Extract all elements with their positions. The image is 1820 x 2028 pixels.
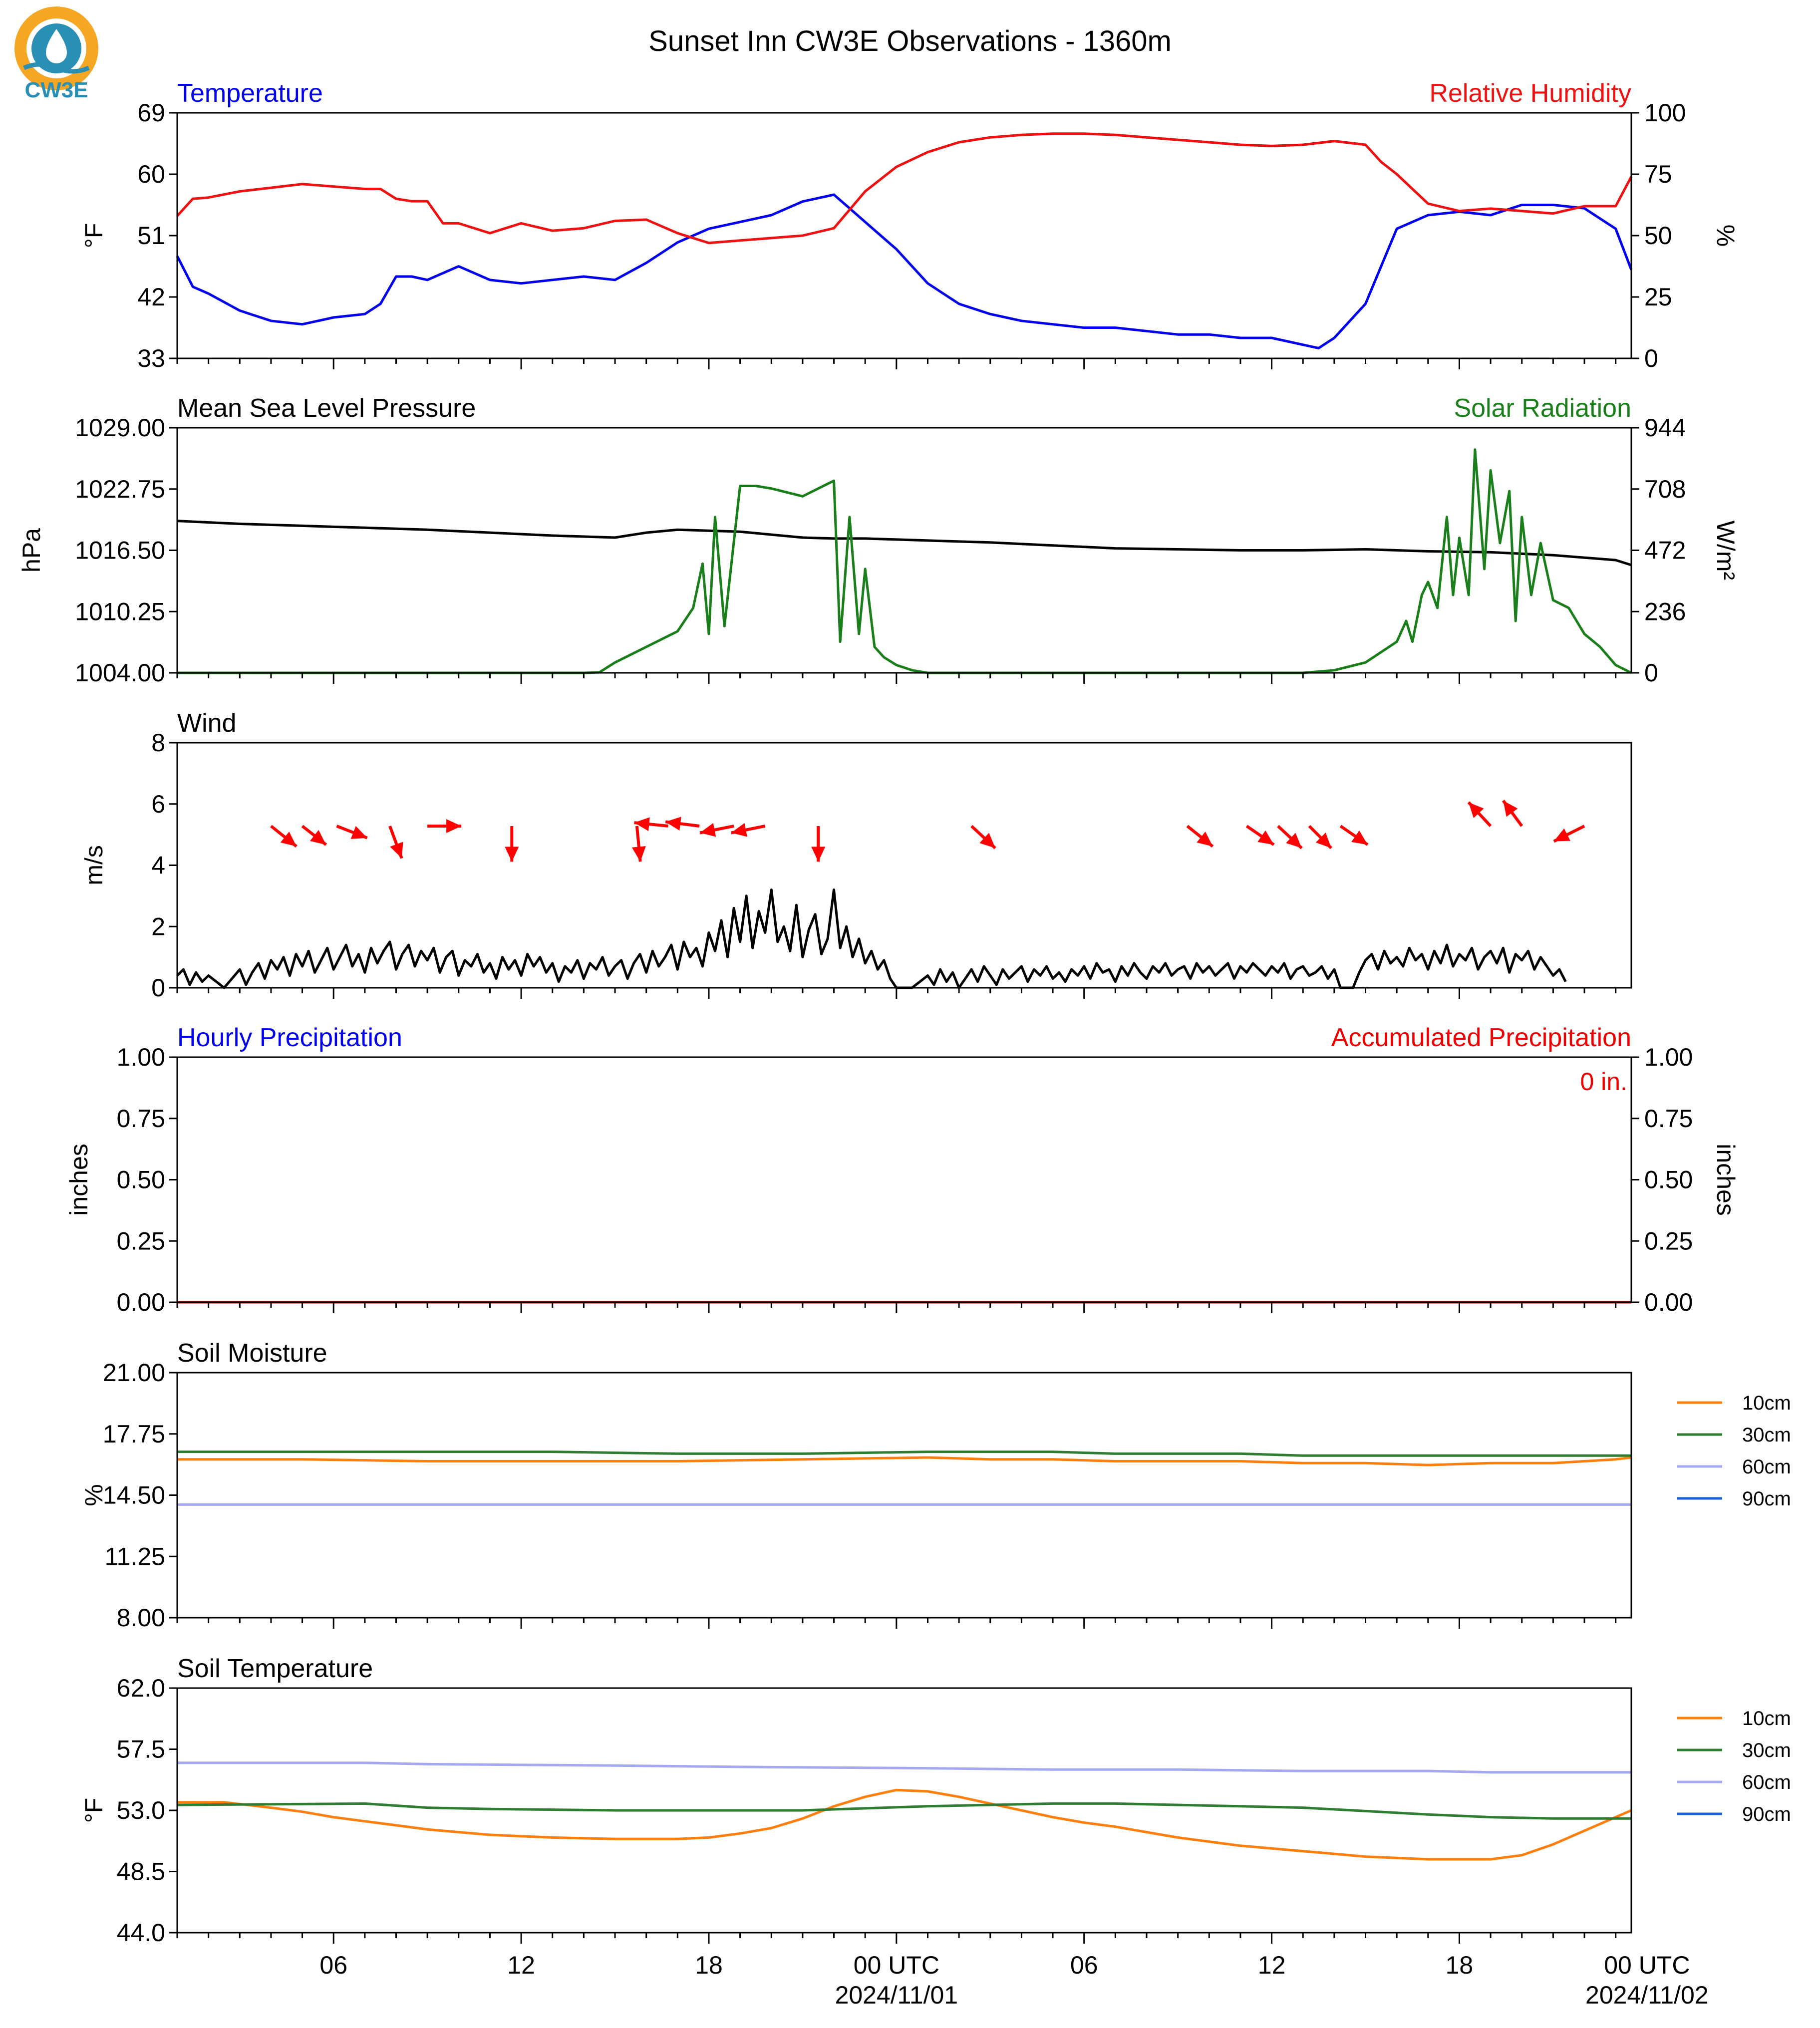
y-right-tick-label: 472 <box>1644 536 1686 565</box>
panel-title-left: Soil Moisture <box>177 1339 327 1368</box>
y-tick-label: 1022.75 <box>75 475 165 503</box>
y-right-tick-label: 1.00 <box>1644 1043 1693 1071</box>
y-tick-label: 0 <box>151 974 165 1002</box>
y-tick-label: 57.5 <box>116 1735 165 1763</box>
y-tick-label: 62.0 <box>116 1674 165 1702</box>
legend-label: 10cm <box>1742 1708 1791 1730</box>
y-tick-label: 11.25 <box>104 1542 165 1571</box>
legend-label: 30cm <box>1742 1739 1791 1761</box>
y-right-axis-label: % <box>1712 224 1740 247</box>
x-tick-label: 06 <box>1070 1951 1098 1979</box>
panel-title-left: Hourly Precipitation <box>177 1023 402 1052</box>
y-tick-label: 53.0 <box>116 1796 165 1824</box>
y-tick-label: 0.50 <box>116 1165 165 1194</box>
y-tick-label: 33 <box>137 344 165 372</box>
x-tick-label: 00 UTC <box>1604 1951 1690 1979</box>
x-tick-label: 18 <box>1445 1951 1474 1979</box>
y-right-tick-label: 0.75 <box>1644 1104 1693 1133</box>
y-right-tick-label: 0 <box>1644 344 1658 372</box>
y-tick-label: 60 <box>137 160 165 188</box>
y-right-tick-label: 25 <box>1644 283 1672 311</box>
x-tick-label: 00 UTC <box>853 1951 939 1979</box>
y-tick-label: 8.00 <box>116 1604 165 1632</box>
y-axis-label: hPa <box>17 528 45 573</box>
y-right-axis-label: W/m² <box>1712 520 1740 580</box>
y-tick-label: 8 <box>151 729 165 757</box>
y-axis-label: °F <box>80 1797 108 1823</box>
y-right-tick-label: 236 <box>1644 597 1686 626</box>
accumulated-precip-annotation: 0 in. <box>1580 1068 1627 1096</box>
legend-label: 60cm <box>1742 1771 1791 1793</box>
y-right-axis-label: inches <box>1712 1144 1740 1216</box>
y-tick-label: 51 <box>137 222 165 250</box>
y-axis-label: °F <box>80 223 108 249</box>
y-right-tick-label: 0.00 <box>1644 1288 1693 1316</box>
y-right-tick-label: 0.25 <box>1644 1227 1693 1255</box>
y-tick-label: 48.5 <box>116 1857 165 1886</box>
y-tick-label: 44.0 <box>116 1919 165 1947</box>
y-tick-label: 42 <box>137 283 165 311</box>
y-tick-label: 0.00 <box>116 1288 165 1316</box>
y-axis-label: % <box>80 1484 108 1506</box>
y-right-tick-label: 100 <box>1644 99 1686 127</box>
y-tick-label: 21.00 <box>102 1359 165 1387</box>
x-tick-date-label: 2024/11/01 <box>835 1981 958 2009</box>
x-tick-label: 18 <box>695 1951 723 1979</box>
y-right-tick-label: 944 <box>1644 414 1686 442</box>
panel-title-left: Wind <box>177 709 237 738</box>
legend-label: 90cm <box>1742 1488 1791 1510</box>
legend-label: 30cm <box>1742 1424 1791 1446</box>
y-right-tick-label: 0 <box>1644 659 1658 687</box>
x-tick-label: 06 <box>319 1951 348 1979</box>
y-tick-label: 4 <box>151 851 165 879</box>
panel-title-right: Solar Radiation <box>1454 394 1631 423</box>
y-tick-label: 1.00 <box>116 1043 165 1071</box>
x-tick-label: 12 <box>507 1951 535 1979</box>
y-axis-label: inches <box>65 1144 93 1216</box>
y-right-tick-label: 50 <box>1644 222 1672 250</box>
legend-label: 90cm <box>1742 1803 1791 1825</box>
y-tick-label: 17.75 <box>102 1420 165 1448</box>
y-tick-label: 0.25 <box>116 1227 165 1255</box>
panel-title-left: Mean Sea Level Pressure <box>177 394 476 423</box>
y-right-tick-label: 708 <box>1644 475 1686 503</box>
x-tick-label: 12 <box>1257 1951 1286 1979</box>
panel-title-left: Temperature <box>177 79 323 108</box>
legend-label: 10cm <box>1742 1392 1791 1414</box>
panel-title-left: Soil Temperature <box>177 1654 373 1683</box>
x-tick-date-label: 2024/11/02 <box>1585 1981 1709 2009</box>
y-tick-label: 69 <box>137 99 165 127</box>
legend-label: 60cm <box>1742 1456 1791 1478</box>
y-right-tick-label: 75 <box>1644 160 1672 188</box>
panel-title-right: Accumulated Precipitation <box>1331 1023 1631 1052</box>
logo-text: CW3E <box>24 78 88 102</box>
y-right-tick-label: 0.50 <box>1644 1165 1693 1194</box>
panel-title-right: Relative Humidity <box>1429 79 1631 108</box>
y-axis-label: m/s <box>80 845 108 885</box>
y-tick-label: 2 <box>151 912 165 941</box>
y-tick-label: 1029.00 <box>75 414 165 442</box>
y-tick-label: 0.75 <box>116 1104 165 1133</box>
y-tick-label: 14.50 <box>102 1481 165 1509</box>
y-tick-label: 1010.25 <box>75 597 165 626</box>
figure-title: Sunset Inn CW3E Observations - 1360m <box>648 25 1172 57</box>
y-tick-label: 6 <box>151 790 165 818</box>
y-tick-label: 1004.00 <box>75 659 165 687</box>
y-tick-label: 1016.50 <box>75 536 165 565</box>
